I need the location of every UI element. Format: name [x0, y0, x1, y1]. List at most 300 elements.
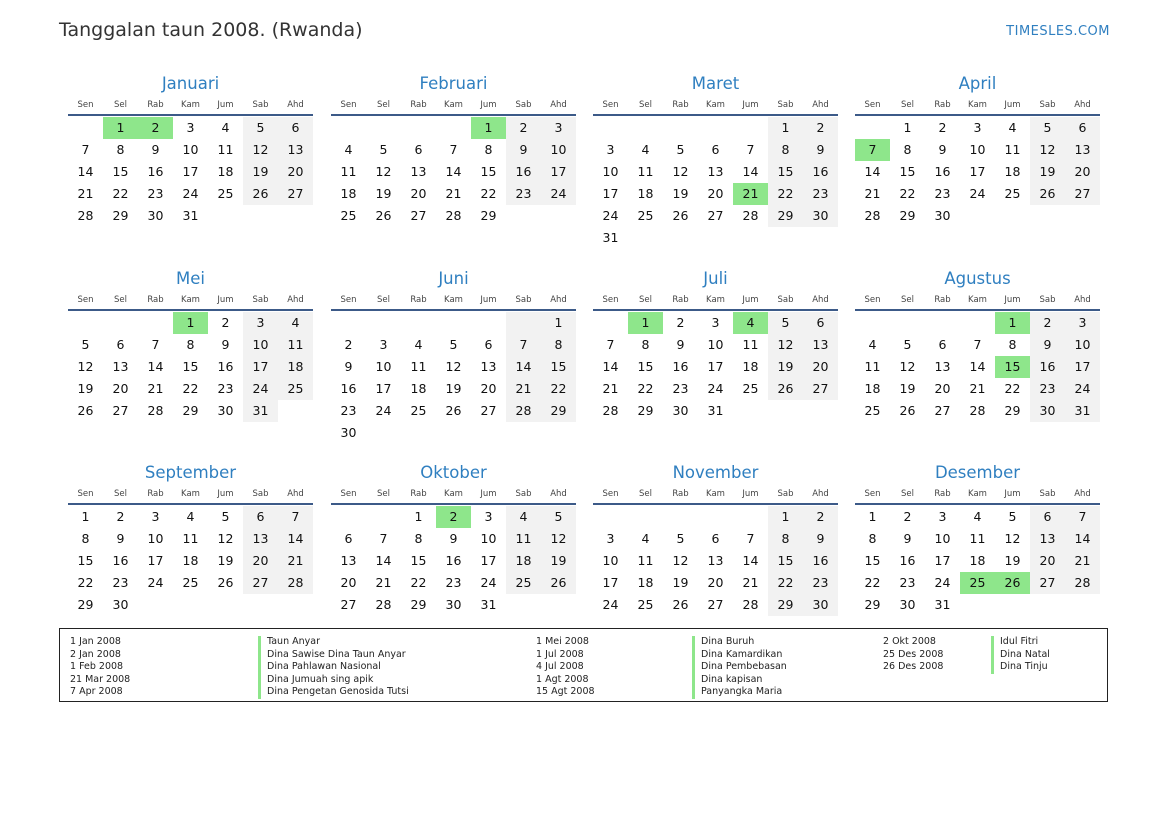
- weekday-label: Sab: [252, 100, 269, 110]
- day-cell: 12: [672, 553, 689, 568]
- day-cell: 7: [606, 337, 615, 352]
- day-cell: 26: [672, 597, 689, 612]
- day-cell: 21: [278, 550, 313, 572]
- weekday-label: Kam: [444, 489, 463, 499]
- month-title: Agustus: [944, 269, 1011, 288]
- holiday-day: 26: [995, 572, 1030, 594]
- weekday-label: Rab: [410, 489, 427, 499]
- month-title: Januari: [161, 74, 220, 93]
- weekday-label: Sen: [602, 100, 619, 110]
- day-cell: 6: [711, 531, 720, 546]
- legend-holiday-name: Dina kapisan: [692, 674, 787, 687]
- month-title: Mei: [176, 269, 205, 288]
- day-cell: 24: [375, 403, 392, 418]
- day-cell: 14: [602, 359, 619, 374]
- month-januari: [68, 72, 313, 262]
- weekday-label: Jum: [742, 489, 759, 499]
- day-cell: 10: [182, 142, 199, 157]
- day-cell: 22: [480, 186, 497, 201]
- day-cell: 15: [899, 164, 916, 179]
- day-cell: 6: [278, 117, 313, 139]
- day-cell: 29: [1004, 403, 1021, 418]
- day-cell: 19: [541, 550, 576, 572]
- day-cell: 27: [112, 403, 129, 418]
- day-cell: 3: [606, 531, 615, 546]
- day-cell: 19: [1030, 161, 1065, 183]
- month-title: Desember: [934, 463, 1021, 482]
- weekday-label: Sen: [77, 295, 94, 305]
- day-cell: 25: [864, 403, 881, 418]
- day-cell: 2: [221, 315, 230, 330]
- holiday-day: 15: [995, 356, 1030, 378]
- day-cell: 17: [969, 164, 986, 179]
- day-cell: 12: [1030, 139, 1065, 161]
- day-cell: 14: [278, 528, 313, 550]
- day-cell: 16: [506, 161, 541, 183]
- day-cell: 12: [375, 164, 392, 179]
- legend-holiday-name: Idul Fitri: [991, 636, 1050, 649]
- day-cell: 11: [637, 164, 654, 179]
- day-cell: 24: [243, 378, 278, 400]
- day-cell: 15: [541, 356, 576, 378]
- weekday-label: Sel: [901, 100, 914, 110]
- day-cell: 5: [1008, 509, 1017, 524]
- legend-dates-col2: [536, 636, 595, 699]
- day-cell: 17: [934, 553, 951, 568]
- day-cell: 15: [480, 164, 497, 179]
- day-cell: 23: [1030, 378, 1065, 400]
- day-cell: 13: [243, 528, 278, 550]
- day-cell: 21: [864, 186, 881, 201]
- legend-holiday-date: 2 Okt 2008: [883, 636, 936, 647]
- day-cell: 11: [637, 553, 654, 568]
- day-cell: 21: [375, 575, 392, 590]
- weekday-label: Sab: [1039, 295, 1056, 305]
- legend-holiday-name: Dina Buruh: [692, 636, 787, 649]
- day-grid: [855, 506, 1100, 616]
- day-cell: 24: [480, 575, 497, 590]
- month-desember: [855, 461, 1100, 651]
- weekday-label: Jum: [1004, 489, 1021, 499]
- empty-cell: [733, 117, 768, 139]
- day-cell: 4: [973, 509, 982, 524]
- day-cell: 2: [803, 506, 838, 528]
- month-juni: [331, 267, 576, 457]
- day-cell: 29: [768, 205, 803, 227]
- empty-cell: [138, 312, 173, 334]
- day-grid: [68, 117, 313, 227]
- day-cell: 19: [217, 553, 234, 568]
- weekday-label: Kam: [968, 100, 987, 110]
- day-cell: 31: [480, 597, 497, 612]
- day-cell: 27: [243, 572, 278, 594]
- day-cell: 24: [1065, 378, 1100, 400]
- day-cell: 6: [803, 312, 838, 334]
- day-grid: [68, 506, 313, 616]
- day-cell: 28: [742, 597, 759, 612]
- empty-cell: [925, 312, 960, 334]
- day-cell: 28: [1065, 572, 1100, 594]
- day-cell: 17: [707, 359, 724, 374]
- day-cell: 9: [676, 337, 685, 352]
- legend-holiday-name: Dina Tinju: [991, 661, 1050, 674]
- day-cell: 11: [969, 531, 986, 546]
- weekday-label: Jum: [480, 489, 497, 499]
- day-cell: 3: [151, 509, 160, 524]
- day-cell: 8: [414, 531, 423, 546]
- weekday-label: Ahd: [812, 489, 829, 499]
- weekday-label: Rab: [934, 100, 951, 110]
- weekday-label: Sen: [864, 295, 881, 305]
- day-cell: 12: [445, 359, 462, 374]
- day-cell: 16: [803, 161, 838, 183]
- day-cell: 15: [112, 164, 129, 179]
- day-cell: 2: [938, 120, 947, 135]
- day-cell: 2: [803, 117, 838, 139]
- day-cell: 25: [637, 208, 654, 223]
- day-cell: 15: [182, 359, 199, 374]
- day-cell: 23: [899, 575, 916, 590]
- weekday-label: Ahd: [287, 489, 304, 499]
- day-cell: 16: [217, 359, 234, 374]
- day-cell: 26: [375, 208, 392, 223]
- day-cell: 5: [541, 506, 576, 528]
- day-grid: [593, 506, 838, 616]
- day-cell: 21: [742, 575, 759, 590]
- day-cell: 4: [1008, 120, 1017, 135]
- day-cell: 25: [340, 208, 357, 223]
- day-cell: 19: [77, 381, 94, 396]
- weekday-label: Sen: [77, 489, 94, 499]
- empty-cell: [698, 506, 733, 528]
- day-cell: 19: [1004, 553, 1021, 568]
- weekday-label: Jum: [1004, 100, 1021, 110]
- day-cell: 22: [864, 575, 881, 590]
- day-cell: 28: [278, 572, 313, 594]
- day-cell: 3: [379, 337, 388, 352]
- weekday-label: Rab: [934, 489, 951, 499]
- day-cell: 29: [77, 597, 94, 612]
- day-cell: 15: [410, 553, 427, 568]
- day-cell: 18: [864, 381, 881, 396]
- weekday-label: Ahd: [550, 295, 567, 305]
- day-cell: 29: [768, 594, 803, 616]
- day-cell: 27: [803, 378, 838, 400]
- day-cell: 29: [410, 597, 427, 612]
- weekday-label: Kam: [444, 295, 463, 305]
- weekday-label: Rab: [934, 295, 951, 305]
- day-cell: 17: [602, 575, 619, 590]
- day-cell: 19: [672, 575, 689, 590]
- empty-cell: [593, 312, 628, 334]
- day-cell: 26: [243, 183, 278, 205]
- legend-holiday-name: Dina Pembebasan: [692, 661, 787, 674]
- day-cell: 25: [182, 575, 199, 590]
- day-cell: 18: [410, 381, 427, 396]
- day-cell: 25: [637, 597, 654, 612]
- day-cell: 11: [217, 142, 234, 157]
- legend-holiday-name: Dina Jumuah sing apik: [258, 674, 409, 687]
- empty-cell: [103, 312, 138, 334]
- day-cell: 14: [506, 356, 541, 378]
- day-cell: 10: [934, 531, 951, 546]
- day-cell: 13: [340, 553, 357, 568]
- day-cell: 23: [112, 575, 129, 590]
- weekday-label: Ahd: [550, 489, 567, 499]
- day-cell: 30: [1030, 400, 1065, 422]
- legend-holiday-name: Dina Pahlawan Nasional: [258, 661, 409, 674]
- day-cell: 6: [344, 531, 353, 546]
- day-cell: 14: [1065, 528, 1100, 550]
- day-cell: 22: [768, 183, 803, 205]
- weekday-label: Sab: [1039, 489, 1056, 499]
- day-cell: 10: [147, 531, 164, 546]
- day-cell: 30: [445, 597, 462, 612]
- day-cell: 25: [410, 403, 427, 418]
- day-cell: 29: [480, 208, 497, 223]
- day-cell: 20: [803, 356, 838, 378]
- day-cell: 20: [340, 575, 357, 590]
- day-cell: 16: [934, 164, 951, 179]
- day-cell: 23: [217, 381, 234, 396]
- day-cell: 28: [969, 403, 986, 418]
- day-cell: 10: [541, 139, 576, 161]
- day-cell: 14: [375, 553, 392, 568]
- empty-cell: [593, 117, 628, 139]
- day-cell: 9: [449, 531, 458, 546]
- weekday-header: [331, 96, 576, 116]
- day-cell: 22: [77, 575, 94, 590]
- day-cell: 12: [243, 139, 278, 161]
- weekday-header: [68, 291, 313, 311]
- day-cell: 6: [711, 142, 720, 157]
- day-cell: 21: [147, 381, 164, 396]
- day-cell: 18: [742, 359, 759, 374]
- weekday-header: [68, 96, 313, 116]
- brand-link[interactable]: TIMESLES.COM: [1006, 24, 1110, 39]
- day-cell: 11: [410, 359, 427, 374]
- month-mei: [68, 267, 313, 457]
- day-cell: 19: [243, 161, 278, 183]
- day-cell: 27: [1030, 572, 1065, 594]
- day-cell: 8: [868, 531, 877, 546]
- day-cell: 19: [445, 381, 462, 396]
- day-cell: 12: [77, 359, 94, 374]
- legend-holiday-name: Dina Kamardikan: [692, 649, 787, 662]
- day-cell: 28: [602, 403, 619, 418]
- holiday-day: 2: [138, 117, 173, 139]
- day-cell: 10: [602, 553, 619, 568]
- day-cell: 28: [375, 597, 392, 612]
- holiday-day: 21: [733, 183, 768, 205]
- day-cell: 28: [147, 403, 164, 418]
- day-cell: 11: [340, 164, 357, 179]
- legend-dates-col3: [883, 636, 943, 674]
- day-cell: 23: [672, 381, 689, 396]
- day-cell: 20: [707, 575, 724, 590]
- day-cell: 7: [746, 142, 755, 157]
- weekday-label: Ahd: [287, 295, 304, 305]
- day-cell: 20: [707, 186, 724, 201]
- day-cell: 23: [445, 575, 462, 590]
- day-cell: 30: [803, 594, 838, 616]
- day-cell: 12: [899, 359, 916, 374]
- day-cell: 3: [1065, 312, 1100, 334]
- day-cell: 13: [112, 359, 129, 374]
- weekday-label: Sen: [340, 100, 357, 110]
- day-cell: 3: [541, 117, 576, 139]
- weekday-header: [855, 291, 1100, 311]
- holiday-day: 1: [173, 312, 208, 334]
- day-cell: 30: [899, 597, 916, 612]
- weekday-label: Kam: [181, 489, 200, 499]
- day-cell: 31: [707, 403, 724, 418]
- day-cell: 26: [541, 572, 576, 594]
- day-cell: 2: [903, 509, 912, 524]
- weekday-label: Kam: [444, 100, 463, 110]
- weekday-label: Sel: [377, 100, 390, 110]
- day-cell: 9: [1030, 334, 1065, 356]
- weekday-label: Sel: [639, 489, 652, 499]
- weekday-label: Rab: [410, 100, 427, 110]
- day-cell: 27: [707, 208, 724, 223]
- day-cell: 14: [969, 359, 986, 374]
- day-cell: 17: [602, 186, 619, 201]
- holiday-day: 1: [471, 117, 506, 139]
- day-cell: 5: [903, 337, 912, 352]
- day-cell: 27: [480, 403, 497, 418]
- day-cell: 18: [217, 164, 234, 179]
- day-cell: 17: [182, 164, 199, 179]
- weekday-label: Sel: [114, 295, 127, 305]
- weekday-label: Sab: [252, 295, 269, 305]
- day-cell: 20: [112, 381, 129, 396]
- legend-names-col1: [258, 636, 409, 699]
- holiday-day: 2: [436, 506, 471, 528]
- day-cell: 26: [77, 403, 94, 418]
- day-cell: 18: [340, 186, 357, 201]
- day-cell: 8: [116, 142, 125, 157]
- empty-cell: [68, 312, 103, 334]
- day-cell: 3: [711, 315, 720, 330]
- day-cell: 7: [278, 506, 313, 528]
- weekday-header: [593, 96, 838, 116]
- empty-cell: [698, 117, 733, 139]
- day-cell: 25: [742, 381, 759, 396]
- weekday-label: Rab: [410, 295, 427, 305]
- day-cell: 25: [506, 572, 541, 594]
- day-cell: 1: [768, 117, 803, 139]
- day-cell: 8: [484, 142, 493, 157]
- day-grid: [593, 312, 838, 422]
- weekday-label: Sab: [515, 295, 532, 305]
- empty-cell: [331, 312, 366, 334]
- weekday-header: [331, 291, 576, 311]
- day-cell: 5: [81, 337, 90, 352]
- weekday-label: Jum: [742, 100, 759, 110]
- legend-names-col3: [991, 636, 1050, 674]
- day-cell: 28: [742, 208, 759, 223]
- day-cell: 26: [899, 403, 916, 418]
- day-cell: 19: [672, 186, 689, 201]
- day-cell: 4: [414, 337, 423, 352]
- legend-holiday-name: Dina Natal: [991, 649, 1050, 662]
- day-cell: 8: [768, 139, 803, 161]
- day-cell: 13: [707, 553, 724, 568]
- holiday-legend: [59, 628, 1108, 702]
- day-cell: 13: [1065, 139, 1100, 161]
- month-title: Maret: [691, 74, 740, 93]
- weekday-label: Jum: [217, 295, 234, 305]
- day-cell: 28: [864, 208, 881, 223]
- day-cell: 24: [707, 381, 724, 396]
- legend-holiday-date: 26 Des 2008: [883, 661, 944, 672]
- day-cell: 9: [903, 531, 912, 546]
- legend-holiday-name: Dina Pengetan Genosida Tutsi: [258, 686, 409, 699]
- holiday-day: 4: [733, 312, 768, 334]
- day-grid: [855, 312, 1100, 422]
- day-cell: 22: [541, 378, 576, 400]
- month-september: [68, 461, 313, 651]
- day-cell: 9: [151, 142, 160, 157]
- day-cell: 1: [414, 509, 423, 524]
- day-cell: 7: [973, 337, 982, 352]
- day-cell: 16: [340, 381, 357, 396]
- day-cell: 19: [375, 186, 392, 201]
- weekday-label: Sab: [1039, 100, 1056, 110]
- day-cell: 29: [541, 400, 576, 422]
- day-cell: 8: [768, 528, 803, 550]
- day-cell: 6: [1030, 506, 1065, 528]
- day-cell: 31: [602, 230, 619, 245]
- weekday-label: Ahd: [812, 100, 829, 110]
- legend-holiday-date: 25 Des 2008: [883, 648, 944, 660]
- weekday-label: Ahd: [1074, 100, 1091, 110]
- day-cell: 27: [278, 183, 313, 205]
- empty-cell: [855, 312, 890, 334]
- empty-cell: [855, 117, 890, 139]
- weekday-label: Sab: [515, 100, 532, 110]
- legend-holiday-name: Taun Anyar: [258, 636, 409, 649]
- empty-cell: [366, 506, 401, 528]
- day-cell: 18: [1004, 164, 1021, 179]
- empty-cell: [506, 312, 541, 334]
- month-maret: [593, 72, 838, 262]
- day-cell: 15: [77, 553, 94, 568]
- day-cell: 18: [637, 575, 654, 590]
- day-cell: 6: [938, 337, 947, 352]
- empty-cell: [401, 117, 436, 139]
- day-cell: 3: [973, 120, 982, 135]
- day-cell: 29: [182, 403, 199, 418]
- day-cell: 15: [637, 359, 654, 374]
- weekday-label: Kam: [706, 100, 725, 110]
- day-cell: 5: [1030, 117, 1065, 139]
- weekday-label: Rab: [147, 295, 164, 305]
- day-cell: 22: [899, 186, 916, 201]
- day-cell: 27: [1065, 183, 1100, 205]
- day-cell: 9: [803, 139, 838, 161]
- day-cell: 27: [340, 597, 357, 612]
- day-cell: 22: [768, 572, 803, 594]
- holiday-day: 1: [995, 312, 1030, 334]
- day-cell: 27: [410, 208, 427, 223]
- day-cell: 27: [934, 403, 951, 418]
- empty-cell: [593, 506, 628, 528]
- day-cell: 10: [1065, 334, 1100, 356]
- day-cell: 17: [147, 553, 164, 568]
- day-cell: 6: [414, 142, 423, 157]
